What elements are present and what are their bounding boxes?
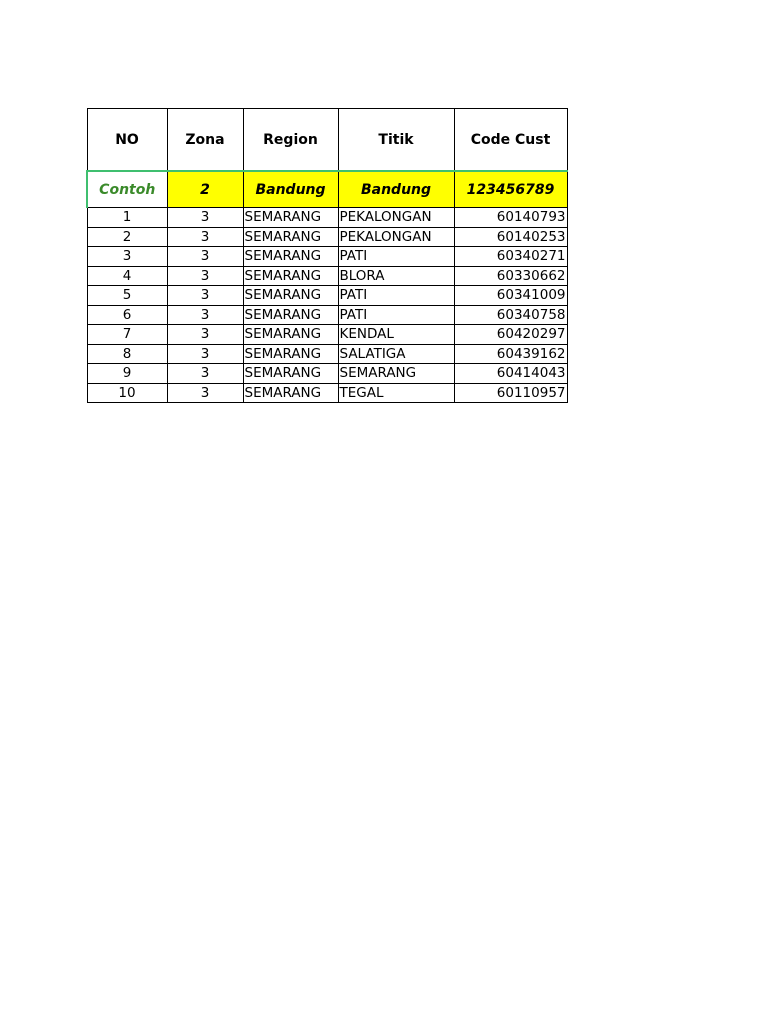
table-row — [87, 266, 567, 286]
region-cell[interactable]: SEMARANG — [243, 364, 338, 384]
example-no-cell[interactable]: Contoh — [87, 171, 167, 208]
example-titik-cell[interactable]: Bandung — [338, 171, 454, 208]
table-row — [87, 364, 567, 384]
code-cust-cell[interactable]: 60330662 — [454, 266, 567, 286]
titik-cell[interactable]: PEKALONGAN — [338, 227, 454, 247]
region-cell[interactable]: SEMARANG — [243, 227, 338, 247]
code-cust-cell[interactable]: 60439162 — [454, 344, 567, 364]
code-cust-cell[interactable]: 60341009 — [454, 286, 567, 306]
header-row — [87, 109, 567, 172]
region-cell[interactable]: SEMARANG — [243, 344, 338, 364]
region-cell[interactable]: SEMARANG — [243, 286, 338, 306]
code-cust-cell[interactable]: 60340758 — [454, 305, 567, 325]
header-code-cust[interactable]: Code Cust — [454, 109, 567, 172]
code-cust-cell[interactable]: 60340271 — [454, 247, 567, 267]
no-cell[interactable]: 7 — [87, 325, 167, 345]
zona-cell[interactable]: 3 — [167, 344, 243, 364]
titik-cell[interactable]: BLORA — [338, 266, 454, 286]
example-zona-cell[interactable]: 2 — [167, 171, 243, 208]
table-row — [87, 286, 567, 306]
zona-cell[interactable]: 3 — [167, 227, 243, 247]
customer-table — [86, 108, 568, 403]
titik-cell[interactable]: KENDAL — [338, 325, 454, 345]
no-cell[interactable]: 8 — [87, 344, 167, 364]
zona-cell[interactable]: 3 — [167, 286, 243, 306]
zona-cell[interactable]: 3 — [167, 383, 243, 403]
titik-cell[interactable]: SALATIGA — [338, 344, 454, 364]
code-cust-cell[interactable]: 60110957 — [454, 383, 567, 403]
no-cell[interactable]: 10 — [87, 383, 167, 403]
titik-cell[interactable]: PATI — [338, 247, 454, 267]
zona-cell[interactable]: 3 — [167, 208, 243, 228]
header-no[interactable]: NO — [87, 109, 167, 172]
no-cell[interactable]: 6 — [87, 305, 167, 325]
no-cell[interactable]: 2 — [87, 227, 167, 247]
titik-cell[interactable]: PATI — [338, 305, 454, 325]
table-row — [87, 247, 567, 267]
region-cell[interactable]: SEMARANG — [243, 325, 338, 345]
no-cell[interactable]: 3 — [87, 247, 167, 267]
titik-cell[interactable]: TEGAL — [338, 383, 454, 403]
region-cell[interactable]: SEMARANG — [243, 208, 338, 228]
table-row — [87, 344, 567, 364]
no-cell[interactable]: 9 — [87, 364, 167, 384]
zona-cell[interactable]: 3 — [167, 266, 243, 286]
zona-cell[interactable]: 3 — [167, 364, 243, 384]
titik-cell[interactable]: SEMARANG — [338, 364, 454, 384]
region-cell[interactable]: SEMARANG — [243, 305, 338, 325]
table-row — [87, 383, 567, 403]
titik-cell[interactable]: PATI — [338, 286, 454, 306]
code-cust-cell[interactable]: 60420297 — [454, 325, 567, 345]
table-row — [87, 227, 567, 247]
region-cell[interactable]: SEMARANG — [243, 247, 338, 267]
example-region-cell[interactable]: Bandung — [243, 171, 338, 208]
titik-cell[interactable]: PEKALONGAN — [338, 208, 454, 228]
header-titik[interactable]: Titik — [338, 109, 454, 172]
region-cell[interactable]: SEMARANG — [243, 383, 338, 403]
table-row — [87, 325, 567, 345]
region-cell[interactable]: SEMARANG — [243, 266, 338, 286]
no-cell[interactable]: 4 — [87, 266, 167, 286]
no-cell[interactable]: 1 — [87, 208, 167, 228]
zona-cell[interactable]: 3 — [167, 325, 243, 345]
zona-cell[interactable]: 3 — [167, 247, 243, 267]
code-cust-cell[interactable]: 60414043 — [454, 364, 567, 384]
code-cust-cell[interactable]: 60140793 — [454, 208, 567, 228]
example-row — [87, 171, 567, 208]
zona-cell[interactable]: 3 — [167, 305, 243, 325]
table-row — [87, 305, 567, 325]
header-region[interactable]: Region — [243, 109, 338, 172]
table-row — [87, 208, 567, 228]
no-cell[interactable]: 5 — [87, 286, 167, 306]
example-code-cust-cell[interactable]: 123456789 — [454, 171, 567, 208]
header-zona[interactable]: Zona — [167, 109, 243, 172]
code-cust-cell[interactable]: 60140253 — [454, 227, 567, 247]
